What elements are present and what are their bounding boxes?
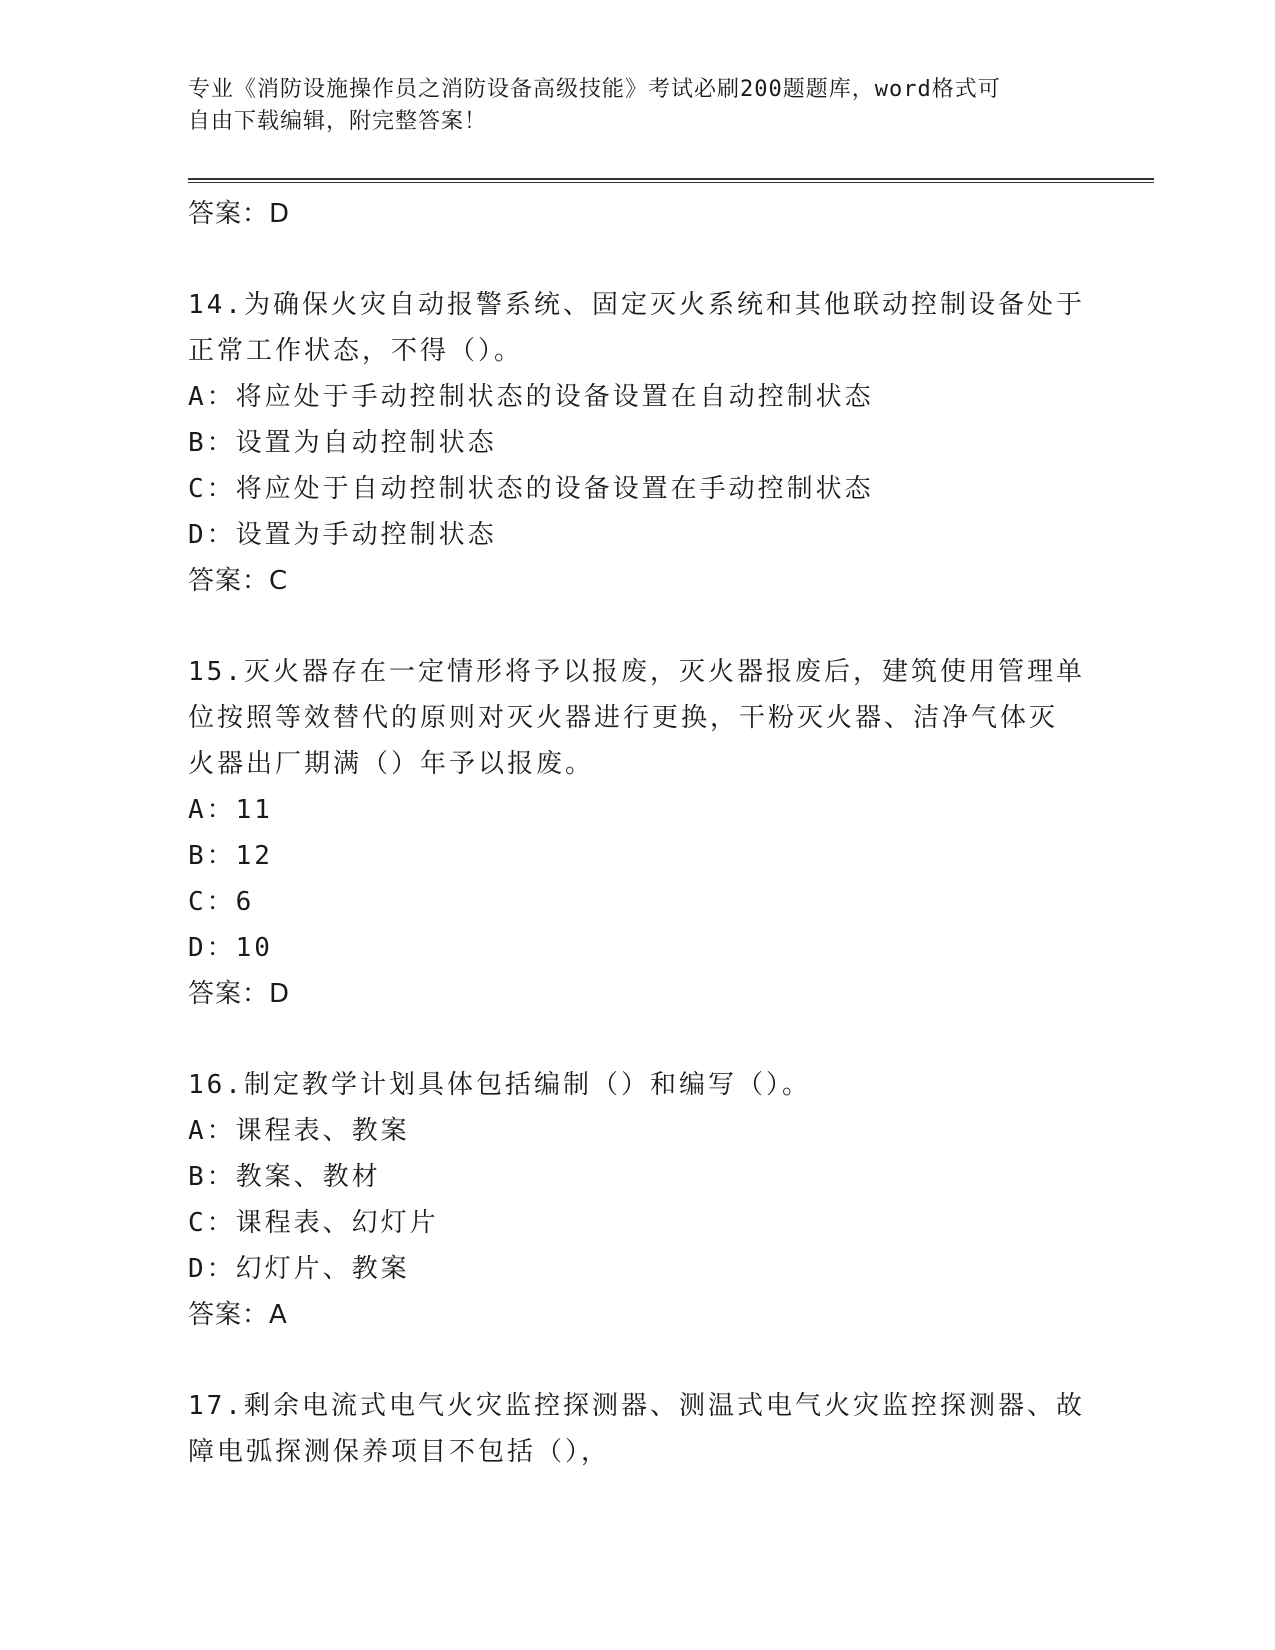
header-line: 自由下载编辑，附完整答案！ [188,109,488,134]
option-a: A：课程表、教案 [188,1116,410,1146]
answer-line: 答案：D [188,979,291,1009]
question-15 [188,649,1154,1017]
question-text: 17.剩余电流式电气火灾监控探测器、测温式电气火灾监控探测器、故 [188,1391,1085,1421]
question-text: 障电弧探测保养项目不包括（）， [188,1437,611,1467]
answer-line: 答案：C [188,566,289,596]
answer-line: 答案：D [188,199,291,229]
document-page [188,0,1158,1650]
question-text: 16.制定教学计划具体包括编制（）和编写（）。 [188,1070,811,1100]
option-b: B：设置为自动控制状态 [188,428,497,458]
option-a: A：11 [188,795,273,825]
option-c: C：6 [188,887,255,917]
question-17 [188,1383,1154,1475]
question-text: 15.灭火器存在一定情形将予以报废，灭火器报废后，建筑使用管理单 [188,657,1085,687]
question-text: 14.为确保火灾自动报警系统、固定灭火系统和其他联动控制设备处于 [188,290,1085,320]
option-b: B：12 [188,841,273,871]
answer-line: 答案：A [188,1300,288,1330]
question-text: 火器出厂期满（）年予以报废。 [188,749,595,779]
option-c: C：课程表、幻灯片 [188,1208,439,1238]
question-text: 位按照等效替代的原则对灭火器进行更换，干粉灭火器、洁净气体灭 [188,703,1059,733]
header-divider [188,178,1154,183]
document-header [188,74,1068,138]
question-text: 正常工作状态，不得（）。 [188,336,524,366]
option-b: B：教案、教材 [188,1162,381,1192]
question-list [188,191,1154,1475]
option-d: D：设置为手动控制状态 [188,520,497,550]
question-14 [188,282,1154,604]
question-16 [188,1062,1154,1338]
option-c: C：将应处于自动控制状态的设备设置在手动控制状态 [188,474,874,504]
option-a: A：将应处于手动控制状态的设备设置在自动控制状态 [188,382,874,412]
header-line: 专业《消防设施操作员之消防设备高级技能》考试必刷200题题库，word格式可 [188,77,1001,102]
option-d: D：幻灯片、教案 [188,1254,410,1284]
option-d: D：10 [188,933,273,963]
